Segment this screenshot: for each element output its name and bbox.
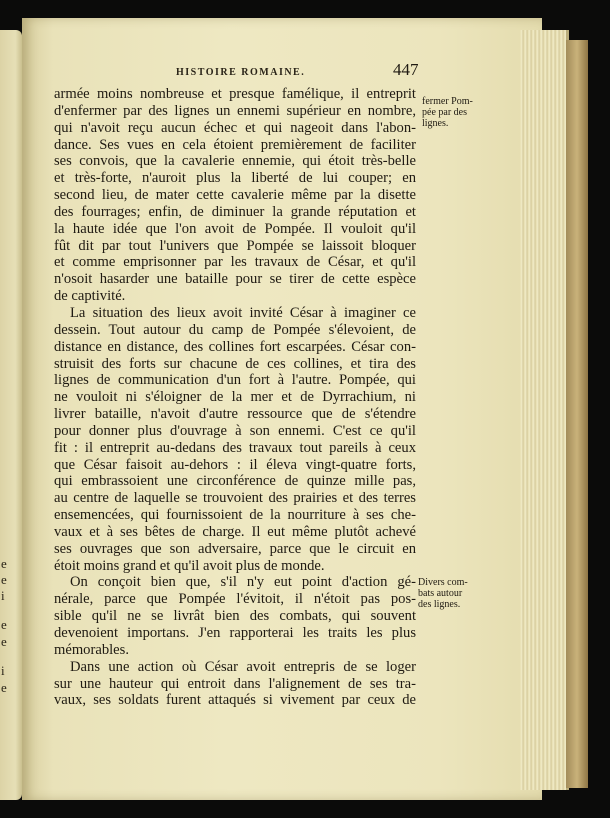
text-line: la haute idée que l'on avoit de Pompée. Il vouloit qu'il [54,220,416,237]
margin-note-line: lignes. [422,118,449,129]
facing-page-fragment: i [1,588,5,603]
text-line: fit : il entreprit au-dedans des travaux tout pareils à ceux [54,439,416,456]
page-number: 447 [393,60,419,79]
text-line: dance. Ses vues en cela étoient premièrement de faciliter [54,136,416,153]
facing-page-fragment: e [1,556,7,571]
text-line: On conçoit bien que, s'il n'y eut point d'action gé- [70,574,416,591]
text-line: struisit des forts sur chacune de ces collines, et tira des [54,355,416,372]
facing-page-edge [0,30,22,800]
text-line: fût dit par tout l'univers que Pompée se laissoit bloquer [54,237,416,254]
facing-page-fragment: e [1,572,7,587]
body-text [54,86,416,709]
text-line: sur une hauteur qui entroit dans l'alignement de ses tra- [54,675,416,692]
text-line: pour donner plus d'ouvrage à son ennemi. C'est ce qu'il [54,422,416,439]
text-line: distance en distance, des collines fort escarpées. César con- [54,338,416,355]
margin-note-1 [422,96,484,129]
text-line: nérale, parce que Pompée l'évitoit, il n'étoit pas pos- [54,591,416,608]
text-line: de captivité. [54,288,126,305]
text-line: lignes de communication d'un fort à l'autre. Pompée, qui [54,372,416,389]
text-line: mémorables. [54,641,129,658]
page-edges [520,30,569,790]
text-line: sible qu'il ne se livrât bien des combats, qui souvent [54,608,416,625]
facing-page-fragment: e [1,634,7,649]
text-line: que César faisoit au-dehors : il éleva vingt-quatre forts, [54,456,416,473]
facing-page-fragment: e [1,617,7,632]
running-head: HISTOIRE ROMAINE. [176,67,306,78]
text-line: livrer bataille, n'avoit d'autre ressource que de s'étendre [54,406,416,423]
text-line: des fourrages; enfin, de diminuer la grande réputation et [54,203,416,220]
text-line: n'osoit hasarder une bataille pour se tirer de cette espèce [54,271,416,288]
margin-note-line: Divers com- [418,577,468,588]
text-line: vaux et à ses bêtes de charge. Il eut même plutôt achevé [54,523,416,540]
text-line: armée moins nombreuse et presque famélique, il entreprit [54,86,416,102]
facing-page-fragment: i [1,663,5,678]
text-line: Dans une action où César avoit entrepris de se loger [70,658,416,675]
text-line: ses ouvrages que son adversaire, parce que le circuit en [54,540,416,557]
margin-note-line: bats autour [418,588,463,599]
text-line: et très-forte, n'auroit plus la liberté de lui couper; en [54,170,416,187]
text-line: ne vouloit ni s'éloigner de la mer et de Dyrrachium, ni [54,389,416,406]
text-line: et comme emprisonner par les travaux de César, et qu'il [54,254,416,271]
text-line: vaux, ses soldats furent attaqués si vivement par ceux de [54,692,416,709]
margin-note-2 [418,577,480,610]
text-line: ses convois, que la cavalerie ennemie, qui étoit très-belle [54,153,416,170]
margin-note-line: fermer Pom- [422,96,473,107]
text-line: second lieu, de mater cette cavalerie même par la disette [54,187,416,204]
text-line: devenoient importans. J'en rapporterai les traits les plus [54,625,416,641]
book-cover-edge [566,40,588,788]
text-line: qui embrassoient une circonférence de quinze mille pas, [54,473,416,490]
text-line: dessein. Tout autour du camp de Pompée s'élevoient, de [54,321,416,338]
margin-note-line: pée par des [422,107,467,118]
facing-page-fragment: e [1,680,7,695]
text-line: étoit moins grand et qu'il avoit plus de monde. [54,557,325,574]
text-line: au centre de laquelle se trouvoient des prairies et des terres [54,490,416,507]
text-line: qui n'avoit reçu aucun échec et qui nageoit dans l'abon- [54,119,416,136]
text-line: La situation des lieux avoit invité César à imaginer ce [70,304,416,321]
margin-note-line: des lignes. [418,599,461,610]
text-line: ensemencées, qui fournissoient de la nourriture à ses che- [54,507,416,524]
text-line: d'enfermer par des lignes un ennemi supérieur en nombre, [54,102,416,119]
